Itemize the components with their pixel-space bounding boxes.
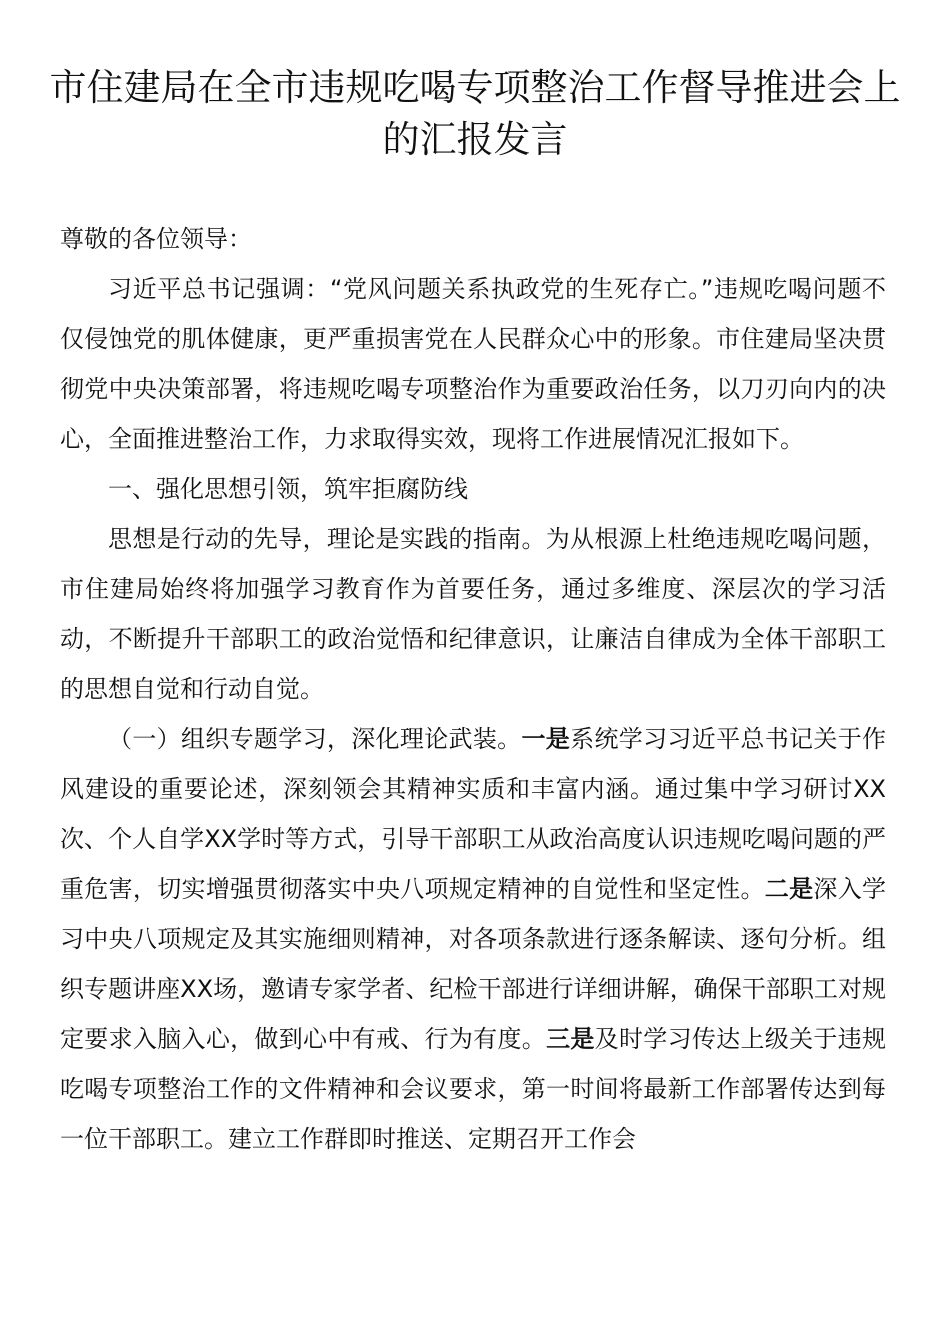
paragraph-special-study	[60, 714, 886, 1164]
text-first: 系统学习习近平总书记关于作风建设的重要论述，深刻领会其精神实质和丰富内涵。通过集中学习研讨XX次、个人自学XX学时等方式，引导干部职工从政治高度认识违规吃喝问题的严重危害，切实增强贯彻落实中央八项规定精神的自觉性和坚定性。	[60, 725, 887, 903]
marker-second: 二是	[764, 875, 814, 903]
paragraph-thought-leadership: 思想是行动的先导，理论是实践的指南。为从根源上杜绝违规吃喝问题，市住建局始终将加强学习教育作为首要任务，通过多维度、深层次的学习活动，不断提升干部职工的政治觉悟和纪律意识，让廉洁自律成为全体干部职工的思想自觉和行动自觉。	[60, 525, 886, 703]
paragraph-intro: 习近平总书记强调：“党风问题关系执政党的生死存亡。”违规吃喝问题不仅侵蚀党的肌体健康，更严重损害党在人民群众心中的形象。市住建局坚决贯彻党中央决策部署，将违规吃喝专项整治作为重要政治任务，以刀刃向内的决心，全面推进整治工作，力求取得实效，现将工作进展情况汇报如下。	[60, 275, 886, 453]
text-second: 深入学习中央八项规定及其实施细则精神，对各项条款进行逐条解读、逐句分析。组织专题讲座XX场，邀请专家学者、纪检干部进行详细讲解，确保干部职工对规定要求入脑入心，做到心中有戒、行为有度。	[60, 875, 887, 1053]
salutation: 尊敬的各位领导：	[60, 225, 252, 253]
title-line-2: 的汇报发言	[382, 118, 568, 161]
subheading-special-study: （一）组织专题学习，深化理论武装。	[108, 725, 522, 753]
document-body	[60, 214, 886, 1164]
marker-third: 三是	[546, 1025, 595, 1053]
section-heading-1: 一、强化思想引领，筑牢拒腐防线	[108, 475, 468, 503]
text-third: 及时学习传达上级关于违规吃喝专项整治工作的文件精神和会议要求，第一时间将最新工作部署传达到每一位干部职工。建立工作群即时推送、定期召开工作会	[60, 1025, 887, 1153]
document-title	[40, 62, 910, 166]
title-line-1: 市住建局在全市违规吃喝专项整治工作督导推进会上	[49, 66, 901, 109]
marker-first: 一是	[521, 725, 571, 753]
